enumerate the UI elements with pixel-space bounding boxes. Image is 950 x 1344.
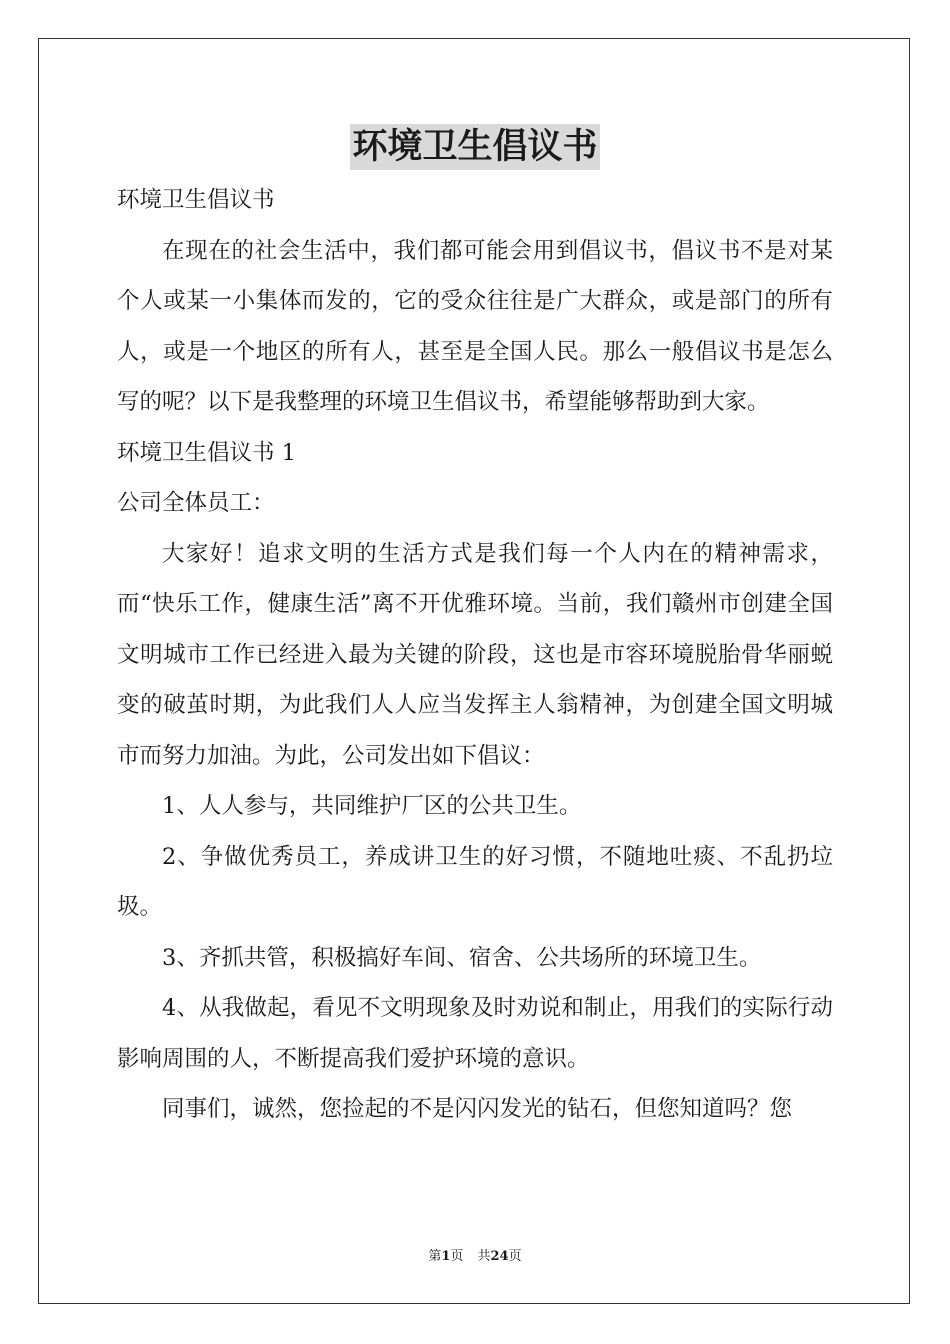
document-body xyxy=(117,175,833,1135)
salutation: 公司全体员工： xyxy=(117,490,275,516)
proposal-item-4: 4、从我做起，看见不文明现象及时劝说和制止，用我们的实际行动影响周围的人，不断提高我们爱护环境的意识。 xyxy=(117,995,833,1072)
section-heading: 环境卫生倡议书 1 xyxy=(117,439,296,466)
closing-paragraph: 同事们，诚然，您捡起的不是闪闪发光的钻石，但您知道吗？您 xyxy=(162,1096,793,1122)
proposal-item-2: 2、争做优秀员工，养成讲卫生的好习惯，不随地吐痰、不乱扔垃圾。 xyxy=(117,843,833,920)
page-number: 1 xyxy=(441,1249,451,1264)
total-pages: 24 xyxy=(490,1249,509,1264)
intro-paragraph: 在现在的社会生活中，我们都可能会用到倡议书，倡议书不是对某个人或某一小集体而发的，它的受众往往是广大群众，或是部门的所有人，或是一个地区的所有人，甚至是全国人民。那么一般倡议书是怎么写的呢？以下是我整理的环境卫生倡议书，希望能够帮助到大家。 xyxy=(117,237,833,415)
total-prefix: 共 xyxy=(477,1249,491,1264)
proposal-item-3: 3、齐抓共管，积极搞好车间、宿舍、公共场所的环境卫生。 xyxy=(162,944,762,971)
document-title xyxy=(0,124,950,178)
body-paragraph: 大家好！追求文明的生活方式是我们每一个人内在的精神需求，而“快乐工作，健康生活”离不开优雅环境。当前，我们赣州市创建全国文明城市工作已经进入最为关键的阶段，这也是市容环境脱胎骨华丽蜕变的破茧时期，为此我们人人应当发挥主人翁精神，为创建全国文明城市而努力加油。为此，公司发出如下倡议： xyxy=(117,540,833,769)
page-prefix: 第 xyxy=(428,1249,442,1264)
page-suffix: 页 xyxy=(450,1249,464,1264)
total-suffix: 页 xyxy=(508,1249,522,1264)
document-title-text: 环境卫生倡议书 xyxy=(350,124,599,170)
proposal-item-1: 1、人人参与，共同维护厂区的公共卫生。 xyxy=(162,793,582,819)
subtitle-paragraph: 环境卫生倡议书 xyxy=(117,187,275,213)
page-footer xyxy=(0,1247,950,1267)
